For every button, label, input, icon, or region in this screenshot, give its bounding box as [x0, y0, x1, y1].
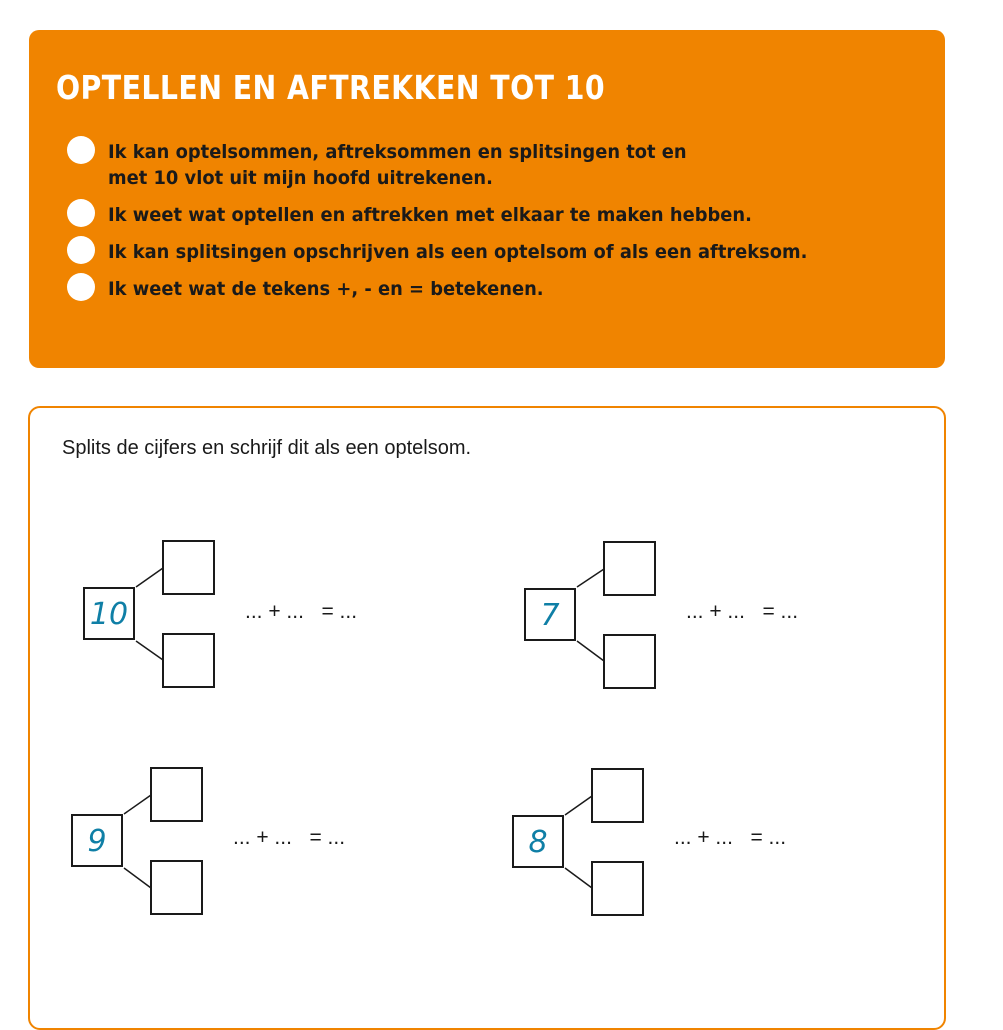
equation-blanks[interactable]: ... + ... = ...: [245, 600, 358, 623]
goal-checkbox-circle[interactable]: [67, 236, 95, 264]
answer-box-top[interactable]: [162, 540, 215, 595]
answer-box-bottom[interactable]: [591, 861, 644, 916]
goal-text: Ik weet wat de tekens +, - en = betekenen.: [108, 278, 544, 300]
equation-blanks[interactable]: ... + ... = ...: [686, 600, 799, 623]
goal-text: Ik weet wat optellen en aftrekken met elkaar te maken hebben.: [108, 204, 752, 226]
answer-box-top[interactable]: [591, 768, 644, 823]
goal-checkbox-circle[interactable]: [67, 136, 95, 164]
answer-box-top[interactable]: [150, 767, 203, 822]
answer-box-bottom[interactable]: [162, 633, 215, 688]
equation-blanks[interactable]: ... + ... = ...: [233, 826, 346, 849]
learning-goals-panel: [29, 30, 945, 368]
goal-text: Ik kan splitsingen opschrijven als een optelsom of als een aftreksom.: [108, 241, 808, 263]
equation-blanks[interactable]: ... + ... = ...: [674, 826, 787, 849]
goal-checkbox-circle[interactable]: [67, 199, 95, 227]
exercise-instruction: Splits de cijfers en schrijf dit als een optelsom.: [62, 437, 472, 459]
goals-title: OPTELLEN EN AFTREKKEN TOT 10: [56, 68, 606, 107]
answer-box-top[interactable]: [603, 541, 656, 596]
answer-box-bottom[interactable]: [150, 860, 203, 915]
split-number-box: 7: [524, 588, 576, 641]
split-connector-lines: [30, 408, 944, 1028]
answer-box-bottom[interactable]: [603, 634, 656, 689]
split-number-box: 9: [71, 814, 123, 867]
split-number-box: 8: [512, 815, 564, 868]
goal-text: Ik kan optelsommen, aftreksommen en splitsingen tot en met 10 vlot uit mijn hoofd uitrekenen.: [108, 141, 687, 189]
exercise-panel: [28, 406, 946, 1030]
goal-checkbox-circle[interactable]: [67, 273, 95, 301]
split-number-box: 10: [83, 587, 135, 640]
